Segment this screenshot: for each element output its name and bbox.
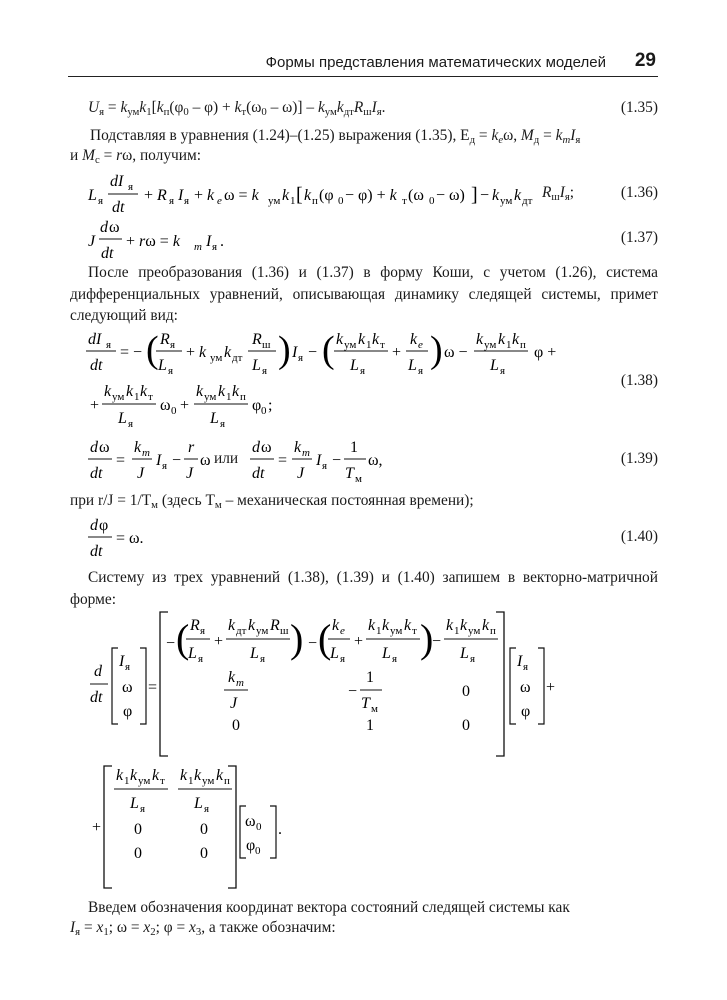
svg-text:dI: dI [110, 173, 124, 190]
svg-text:1: 1 [454, 625, 460, 637]
equation-1-38 [86, 326, 606, 436]
svg-text:k: k [232, 383, 240, 400]
svg-text:я: я [170, 339, 176, 351]
svg-text:r: r [188, 439, 195, 456]
svg-text:1: 1 [506, 339, 512, 351]
svg-text:k: k [358, 331, 366, 348]
svg-text:0: 0 [134, 845, 142, 862]
svg-text:ум: ум [390, 625, 403, 637]
svg-text:k: k [194, 767, 202, 784]
svg-text:L: L [158, 357, 167, 374]
svg-text:я: я [523, 661, 529, 673]
svg-text:): ) [278, 329, 291, 371]
svg-text:дт: дт [232, 352, 243, 364]
svg-text:ω: ω [200, 452, 211, 469]
svg-text:φ: φ [99, 517, 109, 534]
svg-text:R: R [160, 331, 170, 348]
svg-text:k: k [104, 383, 112, 400]
svg-text:ум: ум [204, 391, 217, 403]
paragraph-substitution: Подставляя в уравнения (1.24)–(1.25) выражения (1.35), $E_д = k_e\omega$, $M_д = k_mI_я$ [90, 127, 581, 146]
svg-text:ω,: ω, [368, 452, 383, 469]
svg-text:I: I [156, 452, 162, 469]
svg-text:я: я [128, 418, 134, 430]
svg-text:0: 0 [171, 405, 177, 417]
svg-text:1: 1 [350, 439, 358, 456]
svg-text:ш: ш [280, 625, 289, 637]
svg-text:ω: ω [160, 397, 171, 414]
svg-text:я: я [322, 460, 328, 472]
svg-text:k: k [282, 187, 290, 204]
svg-text:м: м [355, 473, 362, 485]
svg-text:(: ( [146, 329, 159, 371]
svg-text:я: я [392, 653, 398, 665]
svg-text:T: T [345, 465, 354, 482]
svg-text:ω: ω [109, 219, 120, 236]
svg-text:ум: ум [500, 195, 513, 207]
svg-text:0: 0 [256, 821, 262, 833]
svg-text:k: k [404, 617, 412, 634]
svg-text:0: 0 [232, 717, 240, 734]
svg-text:k: k [218, 383, 226, 400]
svg-text:φ: φ [246, 837, 256, 854]
svg-text:(φ: (φ [319, 187, 334, 204]
svg-text:+ k: + k [186, 344, 207, 361]
svg-text:я: я [184, 195, 190, 207]
svg-text:−: − [480, 187, 490, 204]
word-and: и [70, 147, 79, 164]
svg-text:+ k: + k [194, 187, 215, 204]
svg-text:−: − [432, 633, 442, 650]
svg-text:k: k [498, 331, 506, 348]
svg-text:ум: ум [268, 195, 281, 207]
svg-text:т: т [412, 625, 417, 637]
svg-text:=: = [278, 452, 288, 469]
svg-text:d: d [90, 517, 98, 534]
svg-text:L: L [188, 645, 197, 662]
svg-text:(: ( [318, 616, 332, 661]
svg-text:k: k [482, 617, 490, 634]
svg-text:1: 1 [226, 391, 232, 403]
svg-text:L: L [130, 795, 139, 812]
svg-text:+: + [392, 344, 402, 361]
running-header [68, 42, 658, 77]
svg-text:т: т [160, 775, 165, 787]
svg-text:k: k [216, 767, 224, 784]
svg-text:dt: dt [112, 199, 125, 216]
svg-text:ум: ум [256, 625, 269, 637]
svg-text:я: я [298, 352, 304, 364]
svg-text:дт: дт [236, 625, 247, 637]
svg-text:dt: dt [90, 465, 103, 482]
svg-text:k: k [196, 383, 204, 400]
svg-text:я: я [212, 241, 218, 253]
svg-text:я: я [198, 653, 204, 665]
p3-end: – механическая постоянная времени); [221, 492, 474, 509]
svg-text:dt: dt [101, 245, 114, 262]
svg-text:L: L [118, 410, 127, 427]
matrix-equation-main [86, 608, 566, 760]
svg-text:k: k [116, 767, 124, 784]
svg-text:ω: ω [245, 813, 256, 830]
svg-text:я: я [500, 365, 506, 377]
svg-text:J: J [230, 695, 238, 712]
svg-text:я: я [260, 653, 266, 665]
svg-text:+: + [354, 633, 364, 650]
svg-text:R: R [270, 617, 280, 634]
svg-text:−: − [172, 452, 182, 469]
p5-tail: , а также обозначим: [201, 919, 336, 936]
svg-text:0: 0 [462, 717, 470, 734]
svg-text:J: J [186, 465, 194, 482]
svg-text:k: k [492, 187, 500, 204]
svg-text:я: я [200, 625, 206, 637]
svg-text:L: L [408, 357, 417, 374]
svg-text:(: ( [176, 616, 190, 661]
svg-text:п: п [490, 625, 496, 637]
svg-text:я: я [140, 803, 146, 815]
svg-text:я: я [106, 339, 112, 351]
eq-number-1-36: (1.36) [620, 184, 658, 201]
header-title: Формы представления математических моделей [265, 54, 606, 71]
svg-text:φ +: φ + [534, 344, 557, 361]
svg-text:т: т [402, 195, 407, 207]
svg-text:ум: ум [484, 339, 497, 351]
equation-1-35: $U_я = k_{ум}k_1[k_п(\varphi_0 - \varphi) + k_т(\omega_0 - \omega)] - k_{ум}k_{дт}R_шI_я$. [88, 99, 386, 118]
svg-text:ум: ум [112, 391, 125, 403]
svg-text:k: k [336, 331, 344, 348]
svg-text:I: I [206, 233, 212, 250]
svg-text:ум: ум [138, 775, 151, 787]
svg-text:(: ( [322, 329, 335, 371]
svg-text:я: я [128, 181, 134, 193]
svg-text:L: L [88, 187, 97, 204]
svg-text:1: 1 [366, 717, 374, 734]
svg-text:= −: = − [120, 344, 143, 361]
svg-text:k: k [476, 331, 484, 348]
svg-text:1: 1 [134, 391, 140, 403]
svg-text:k: k [304, 187, 312, 204]
svg-text:L: L [350, 357, 359, 374]
paragraph-notation-line2: $I_я = x_1$; $\omega = x_2$; $\varphi = x_3$, а также обозначим: [70, 919, 336, 938]
svg-text:J: J [88, 233, 96, 250]
svg-text:e: e [418, 339, 423, 351]
svg-text:=: = [148, 679, 158, 696]
svg-text:L: L [382, 645, 391, 662]
svg-text:I: I [316, 452, 322, 469]
svg-text:0: 0 [255, 845, 261, 857]
svg-text:;: ; [268, 397, 273, 414]
svg-text:я: я [125, 661, 131, 673]
svg-text:m: m [236, 677, 244, 689]
svg-text:.: . [278, 821, 282, 838]
svg-text:−: − [332, 452, 342, 469]
svg-text:k: k [382, 617, 390, 634]
svg-text:1: 1 [290, 195, 296, 207]
svg-text:я: я [340, 653, 346, 665]
svg-text:φ: φ [123, 703, 133, 720]
svg-text:k: k [152, 767, 160, 784]
svg-text:−: − [308, 635, 318, 652]
svg-text:): ) [430, 329, 443, 371]
svg-text:(ω: (ω [408, 187, 424, 204]
svg-text:я: я [168, 365, 174, 377]
svg-text:m: m [142, 447, 150, 459]
svg-text:я: я [98, 195, 104, 207]
svg-text:т: т [380, 339, 385, 351]
p3-tail: (здесь T [157, 492, 215, 509]
svg-text:0: 0 [338, 195, 344, 207]
svg-text:ω: ω [122, 679, 133, 696]
svg-text:J: J [137, 465, 145, 482]
svg-text:+ R: + R [144, 187, 167, 204]
svg-text:L: L [330, 645, 339, 662]
svg-text:− ω): − ω) [436, 187, 465, 204]
equation-1-36-tail: $R_шI_я$; [542, 184, 575, 203]
svg-text:k: k [140, 383, 148, 400]
svg-text:я: я [169, 195, 175, 207]
svg-text:m: m [194, 241, 202, 253]
svg-text:[: [ [296, 184, 303, 206]
svg-text:L: L [194, 795, 203, 812]
svg-text:k: k [180, 767, 188, 784]
equation-1-37 [86, 218, 286, 268]
svg-text:k: k [134, 439, 142, 456]
eq-number-1-40: (1.40) [620, 528, 658, 545]
svg-text:I: I [292, 344, 298, 361]
svg-text:−: − [348, 683, 358, 700]
svg-text:L: L [210, 410, 219, 427]
svg-text:+ rω = k: + rω = k [126, 233, 180, 250]
svg-text:]: ] [471, 184, 478, 206]
svg-text:− φ) + k: − φ) + k [345, 187, 397, 204]
svg-text:k: k [294, 439, 302, 456]
svg-text:−: − [308, 344, 318, 361]
svg-text:d: d [90, 439, 98, 456]
svg-text:я: я [204, 803, 210, 815]
eq-number-1-37: (1.37) [620, 229, 658, 246]
svg-text:= ω.: = ω. [116, 530, 144, 547]
equation-1-36 [86, 168, 556, 218]
svg-text:т: т [148, 391, 153, 403]
svg-text:+: + [546, 679, 556, 696]
svg-text:ω −: ω − [444, 344, 468, 361]
svg-text:L: L [250, 645, 259, 662]
svg-text:п: п [240, 391, 246, 403]
eq-number-1-35: (1.35) [620, 99, 658, 116]
equation-1-40 [86, 514, 206, 562]
svg-text:0: 0 [200, 845, 208, 862]
svg-text:1: 1 [376, 625, 382, 637]
matrix-equation-input [86, 762, 306, 892]
svg-text:I: I [119, 653, 125, 670]
svg-text:k: k [130, 767, 138, 784]
svg-text:k: k [368, 617, 376, 634]
svg-text:1: 1 [124, 775, 130, 787]
svg-text:dI: dI [88, 331, 102, 348]
svg-text:=: = [116, 452, 126, 469]
svg-text:ω: ω [520, 679, 531, 696]
svg-text:m: m [302, 447, 310, 459]
svg-text:k: k [126, 383, 134, 400]
svg-text:k: k [332, 617, 340, 634]
svg-text:k: k [228, 669, 236, 686]
svg-text:dt: dt [90, 543, 103, 560]
svg-text:п: п [312, 195, 318, 207]
svg-text:+: + [92, 819, 102, 836]
svg-text:dt: dt [252, 465, 265, 482]
para1-text: Подставляя в уравнения (1.24)–(1.25) выражения (1.35), E [90, 127, 470, 144]
svg-text:ш: ш [262, 339, 271, 351]
eq-number-1-39: (1.39) [620, 450, 658, 467]
svg-text:−: − [166, 635, 176, 652]
equation-1-39 [86, 436, 406, 486]
svg-text:1: 1 [188, 775, 194, 787]
svg-text:): ) [420, 616, 434, 661]
word-or: или [214, 450, 239, 467]
svg-text:+: + [180, 397, 190, 414]
svg-text:0: 0 [429, 195, 435, 207]
svg-text:+: + [214, 633, 224, 650]
svg-text:п: п [520, 339, 526, 351]
svg-text:1: 1 [366, 339, 372, 351]
paragraph-vector-matrix: Систему из трех уравнений (1.38), (1.39) и (1.40) запишем в векторно-матричной форме: [70, 569, 658, 608]
paragraph-cauchy: После преобразования (1.36) и (1.37) в форму Коши, с учетом (1.26), система дифференциальных уравнений, описывающая динамику следящей системы, примет следующий вид: [70, 264, 658, 324]
eq-number-1-38: (1.38) [620, 372, 658, 389]
paragraph-notation: Введем обозначения координат вектора состояний следящей системы как [88, 899, 570, 916]
svg-text:T: T [361, 695, 370, 712]
svg-text:k: k [512, 331, 520, 348]
svg-text:L: L [490, 357, 499, 374]
page-number: 29 [634, 50, 656, 71]
svg-text:я: я [262, 365, 268, 377]
svg-text:k: k [410, 331, 418, 348]
svg-text:м: м [371, 703, 378, 715]
paragraph-time-constant: при $r/J = 1/T_м$ (здесь $T_м$ – механическая постоянная времени); [70, 492, 474, 511]
svg-text:я: я [162, 460, 168, 472]
svg-text:0: 0 [134, 821, 142, 838]
svg-text:d: d [94, 663, 102, 680]
svg-text:0: 0 [462, 683, 470, 700]
svg-text:.: . [220, 233, 224, 250]
svg-text:φ: φ [521, 703, 531, 720]
paragraph-substitution-line2: и $M_с = r\omega$, получим: [70, 147, 202, 166]
svg-text:дт: дт [522, 195, 533, 207]
svg-text:ум: ум [344, 339, 357, 351]
svg-text:ум: ум [202, 775, 215, 787]
svg-text:ω: ω [261, 439, 272, 456]
svg-text:dt: dt [90, 689, 103, 706]
svg-text:d: d [252, 439, 260, 456]
svg-text:я: я [220, 418, 226, 430]
svg-text:я: я [418, 365, 424, 377]
svg-text:я: я [360, 365, 366, 377]
p3-start: при r/J = 1/T [70, 492, 152, 509]
svg-text:I: I [517, 653, 523, 670]
svg-text:я: я [470, 653, 476, 665]
svg-text:ум: ум [210, 352, 223, 364]
svg-text:0: 0 [261, 405, 267, 417]
svg-text:0: 0 [200, 821, 208, 838]
svg-text:ω = k: ω = k [224, 187, 259, 204]
svg-text:п: п [224, 775, 230, 787]
svg-text:e: e [217, 195, 222, 207]
svg-text:J: J [297, 465, 305, 482]
svg-text:φ: φ [252, 397, 262, 414]
svg-text:k: k [460, 617, 468, 634]
svg-text:k: k [228, 617, 236, 634]
svg-text:+: + [90, 397, 100, 414]
svg-text:L: L [460, 645, 469, 662]
svg-text:R: R [190, 617, 200, 634]
svg-text:k: k [224, 344, 232, 361]
svg-text:k: k [514, 187, 522, 204]
svg-text:I: I [178, 187, 184, 204]
svg-text:1: 1 [366, 669, 374, 686]
svg-text:d: d [100, 219, 108, 236]
svg-text:ω: ω [99, 439, 110, 456]
svg-text:ум: ум [468, 625, 481, 637]
svg-text:e: e [340, 625, 345, 637]
word-obtain: , получим: [132, 147, 202, 164]
svg-text:k: k [372, 331, 380, 348]
svg-text:L: L [252, 357, 261, 374]
svg-text:k: k [446, 617, 454, 634]
svg-text:R: R [252, 331, 262, 348]
svg-text:): ) [290, 616, 304, 661]
svg-text:dt: dt [90, 357, 103, 374]
svg-text:k: k [248, 617, 256, 634]
